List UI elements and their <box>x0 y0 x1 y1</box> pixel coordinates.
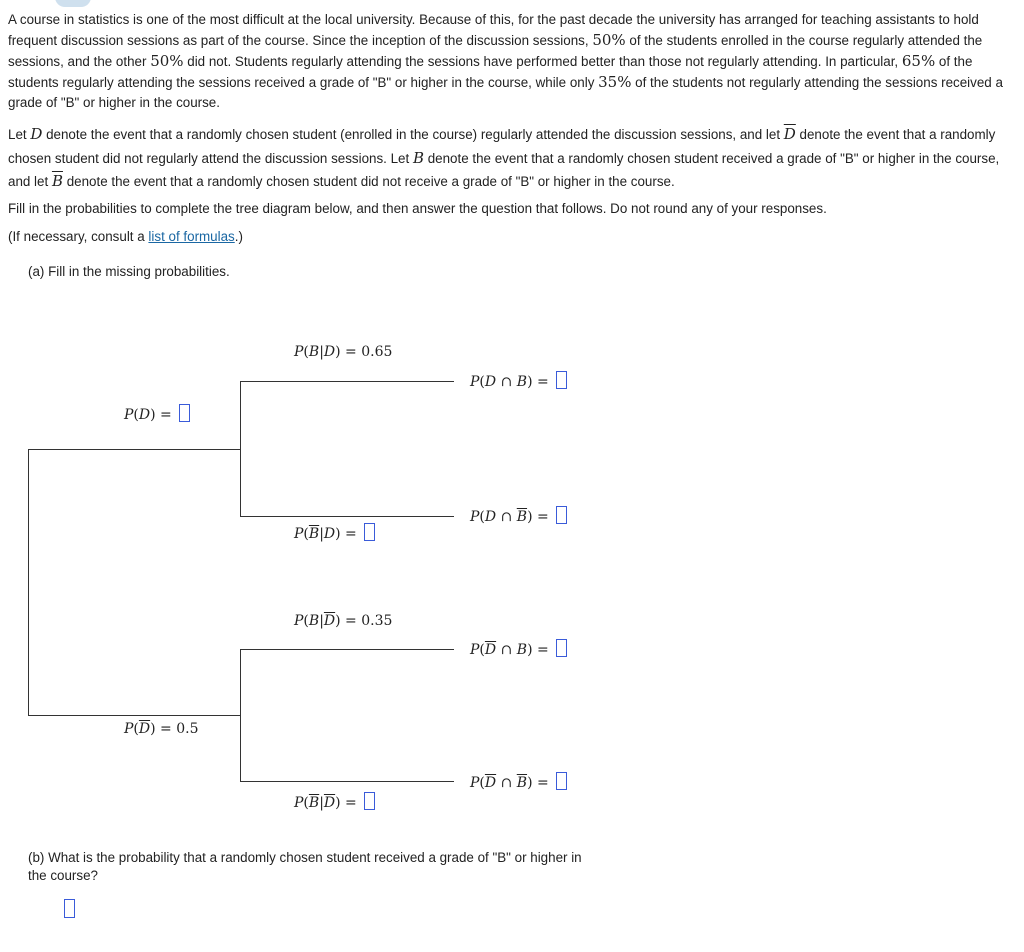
instructions: Fill in the probabilities to complete the tree diagram below, and then answer the question that follows. Do not round any of your responses. <box>8 201 827 216</box>
input-p-Dbar-and-B[interactable] <box>556 639 567 657</box>
formulas-note: (If necessary, consult a list of formulas.) <box>8 229 243 244</box>
part-a-label: (a) Fill in the missing probabilities. <box>28 264 230 279</box>
input-p-Bbar-given-Dbar[interactable] <box>364 792 375 810</box>
label-p-D: P(D) = <box>124 404 190 423</box>
label-p-D-and-Bbar: P(D ∩ $\overline{B}$) = <box>470 506 567 525</box>
tree-branch-Dbar <box>28 715 240 716</box>
tree-branch-B-given-Dbar <box>240 649 454 650</box>
input-p-Dbar-and-Bbar[interactable] <box>556 772 567 790</box>
label-p-Dbar-and-B: $P(\overline{D}$ ∩ B) = <box>470 639 567 658</box>
problem-paragraph-2: Let D denote the event that a randomly chosen student (enrolled in the course) regularly attended the discussion sessions, and let $\overline{D}$ denote the event that a randomly chosen student did not regularly attend the discussion sessions. Let B denote the event that a randomly chosen student received a grade of "B" or higher in the course, and let $\overline{B}$ denote the event that a randomly chosen student did not receive a grade of "B" or higher in the course. <box>8 125 1000 190</box>
input-p-D-and-Bbar[interactable] <box>556 506 567 524</box>
tree-Dbar-vertical <box>240 649 241 781</box>
part-b-question: (b) What is the probability that a randomly chosen student received a grade of "B" or higher in the course? <box>28 850 582 883</box>
top-tab-decoration <box>55 0 91 7</box>
label-p-Bbar-given-Dbar: $P(\overline{B}|\overline{D})$ = <box>294 792 375 811</box>
input-p-D[interactable] <box>179 404 190 422</box>
input-p-Bbar-given-D[interactable] <box>364 523 375 541</box>
tree-branch-B-given-D <box>240 381 454 382</box>
tree-branch-Bbar-given-D <box>240 516 454 517</box>
tree-branch-Bbar-given-Dbar <box>240 781 454 782</box>
problem-paragraph-1: A course in statistics is one of the most difficult at the local university. Because of this, for the past decade the university has arranged for teaching assistants to hold frequent discussion sessions as part of the course. Since the inception of the discussion sessions, 50% of the students enrolled in the course regularly attended the sessions, and the other 50% did not. Students regularly attending the sessions have performed better than those not regularly attending. In particular, 65% of the students regularly attending the sessions received a grade of "B" or higher in the course, while only 35% of the students not regularly attending the sessions received a grade of "B" or higher in the course. <box>8 12 1003 110</box>
label-p-Dbar-and-Bbar: $P(\overline{D}$ ∩ $\overline{B}$) = <box>470 772 567 791</box>
label-p-B-given-Dbar: $P(B|\overline{D}) = 0.35$ <box>294 613 393 629</box>
tree-root-vertical <box>28 449 29 716</box>
label-p-Bbar-given-D: $P(\overline{B}|D)$ = <box>294 523 375 542</box>
label-p-B-given-D: P(B|D) = 0.65 <box>294 344 393 360</box>
label-p-D-and-B: P(D ∩ B) = <box>470 371 567 390</box>
tree-D-vertical <box>240 381 241 516</box>
list-of-formulas-link[interactable]: list of formulas <box>148 229 235 244</box>
input-p-D-and-B[interactable] <box>556 371 567 389</box>
answer-input-part-b[interactable] <box>64 899 75 918</box>
label-p-Dbar: $P(\overline{D}) = 0.5$ <box>124 721 199 737</box>
tree-branch-D <box>28 449 240 450</box>
